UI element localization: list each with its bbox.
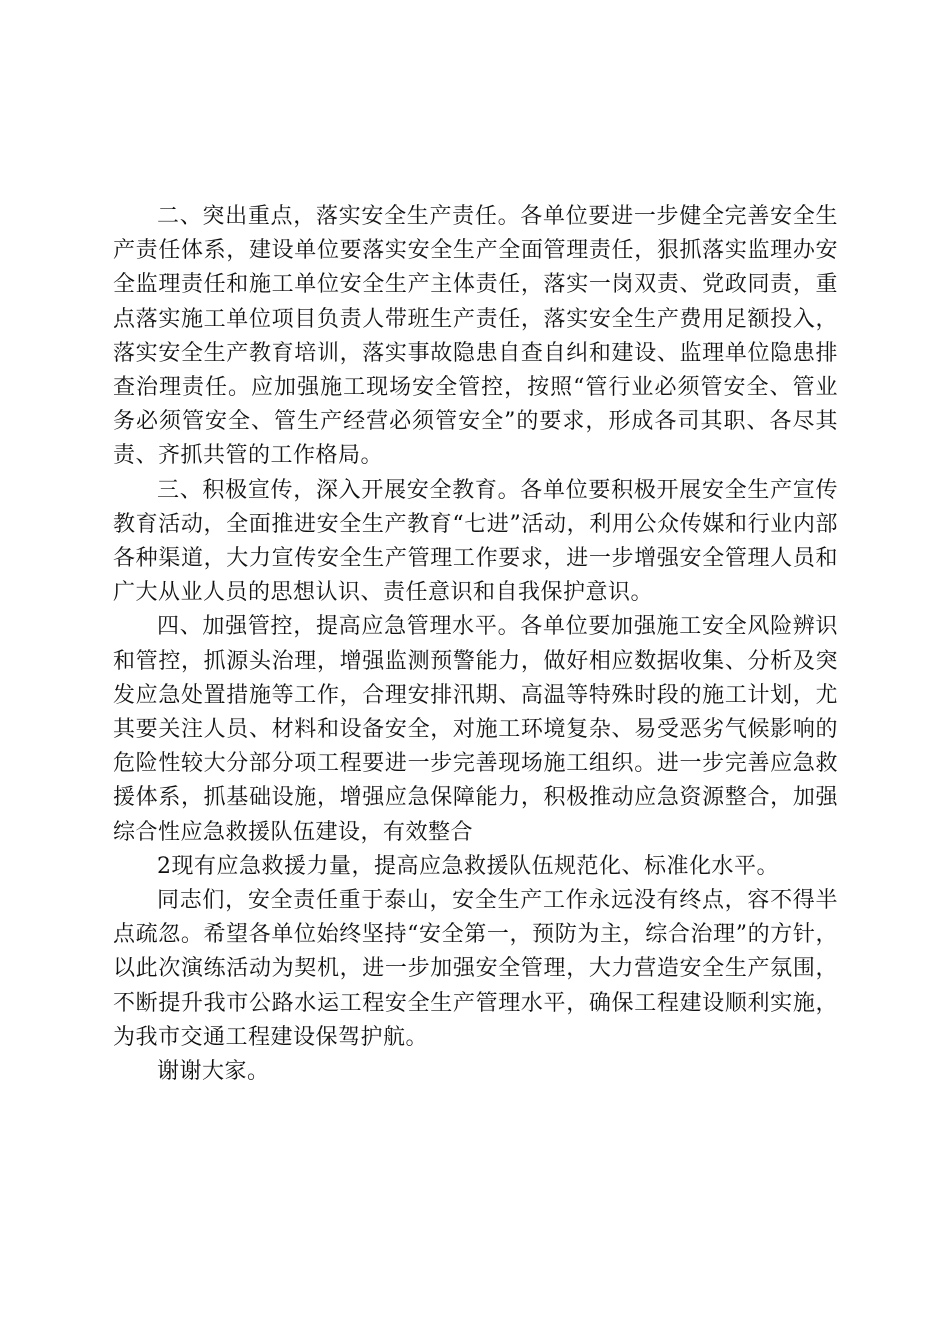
paragraph-emergency-continuation: 2现有应急救援力量，提高应急救援队伍规范化、标准化水平。: [157, 853, 779, 879]
paragraph-closing-remarks: 同志们，安全责任重于泰山，安全生产工作永远没有终点，容不得半点疏忽。希望各单位始终坚持“安全第一，预防为主，综合治理”的方针，以此次演练活动为契机，进一步加强安全管理，大力营造安全生产氛围，不断提升我市公路水运工程安全生产管理水平，确保工程建设顺利实施，为我市交通工程建设保驾护航。: [113, 888, 838, 1050]
paragraph-thanks: 谢谢大家。: [157, 1059, 270, 1085]
paragraph-safety-responsibility: 二、突出重点，落实安全生产责任。各单位要进一步健全完善安全生产责任体系，建设单位要落实安全生产全面管理责任，狠抓落实监理办安全监理责任和施工单位安全生产主体责任，落实一岗双责、党政同责，重点落实施工单位项目负责人带班生产责任，落实安全生产费用足额投入，落实安全生产教育培训，落实事故隐患自查自纠和建设、监理单位隐患排查治理责任。应加强施工现场安全管控，按照“管行业必须管安全、管业务必须管安全、管生产经营必须管安全”的要求，形成各司其职、各尽其责、齐抓共管的工作格局。: [113, 204, 838, 469]
document-body: [113, 200, 838, 1089]
paragraph-safety-education: 三、积极宣传，深入开展安全教育。各单位要积极开展安全生产宣传教育活动，全面推进安全生产教育“七进”活动，利用公众传媒和行业内部各种渠道，大力宣传安全生产管理工作要求，进一步增强安全管理人员和广大从业人员的思想认识、责任意识和自我保护意识。: [113, 477, 838, 606]
paragraph-emergency-management: 四、加强管控，提高应急管理水平。各单位要加强施工安全风险辨识和管控，抓源头治理，增强监测预警能力，做好相应数据收集、分析及突发应急处置措施等工作，合理安排汛期、高温等特殊时段的施工计划，尤其要关注人员、材料和设备安全，对施工环境复杂、易受恶劣气候影响的危险性较大分部分项工程要进一步完善现场施工组织。进一步完善应急救援体系，抓基础设施，增强应急保障能力，积极推动应急资源整合，加强综合性应急救援队伍建设，有效整合: [113, 614, 838, 845]
